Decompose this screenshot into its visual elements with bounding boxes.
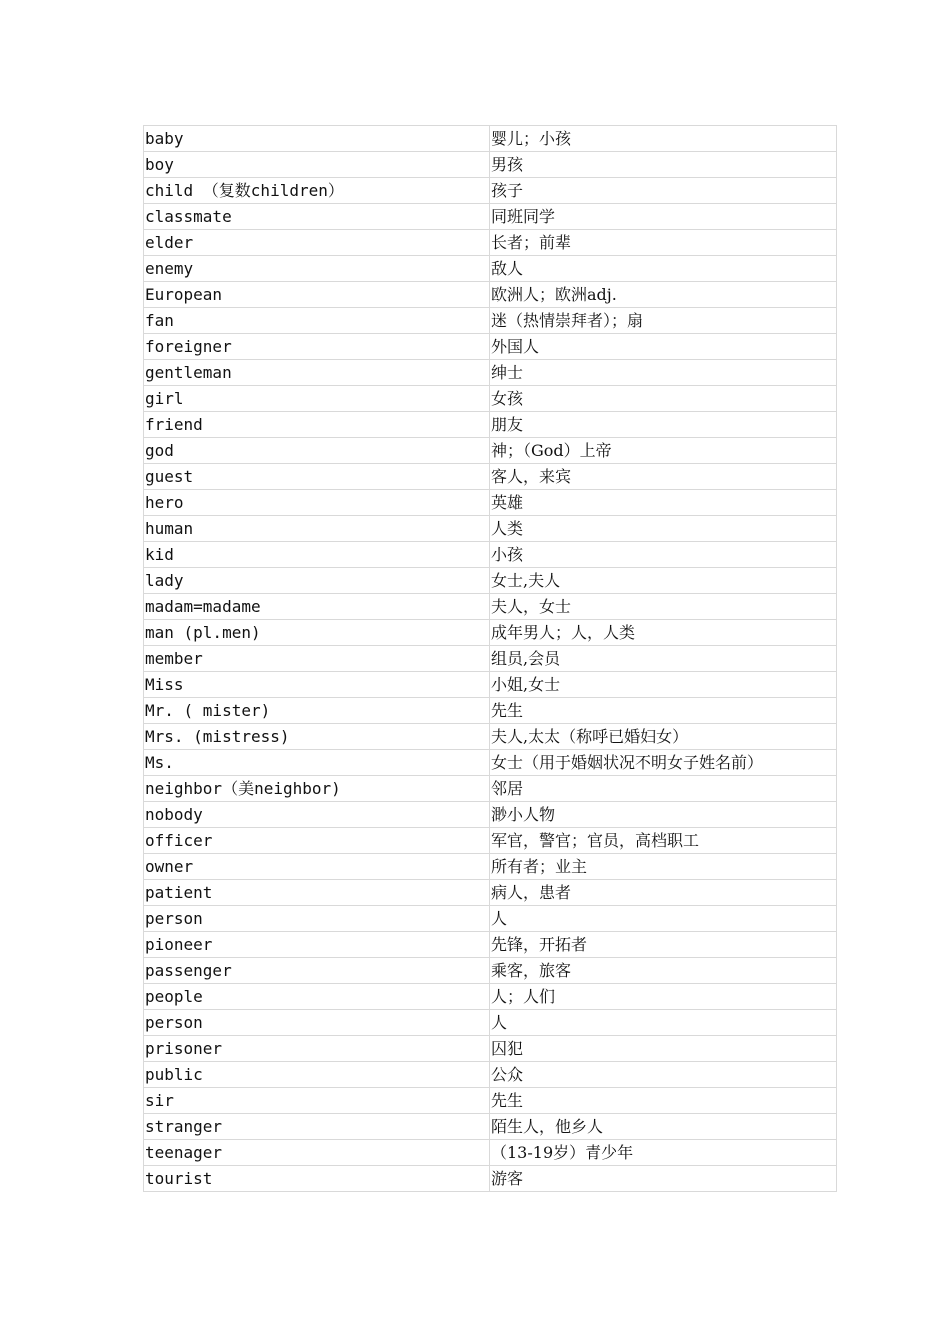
- table-row: [144, 828, 837, 854]
- table-row: [144, 1140, 837, 1166]
- chinese-meaning-cell: 英雄: [490, 490, 837, 516]
- chinese-meaning-cell: 客人，来宾: [490, 464, 837, 490]
- english-word-cell: Ms.: [144, 750, 490, 776]
- chinese-meaning-cell: 女士（用于婚姻状况不明女子姓名前）: [490, 750, 837, 776]
- chinese-meaning-cell: 陌生人，他乡人: [490, 1114, 837, 1140]
- english-word-cell: classmate: [144, 204, 490, 230]
- chinese-meaning-cell: 人类: [490, 516, 837, 542]
- english-word-cell: human: [144, 516, 490, 542]
- chinese-meaning-cell: 病人，患者: [490, 880, 837, 906]
- english-word-cell: Miss: [144, 672, 490, 698]
- english-word-cell: lady: [144, 568, 490, 594]
- chinese-meaning-cell: 绅士: [490, 360, 837, 386]
- english-word-cell: madam=madame: [144, 594, 490, 620]
- table-row: [144, 230, 837, 256]
- english-word-cell: person: [144, 1010, 490, 1036]
- table-row: [144, 256, 837, 282]
- english-word-cell: girl: [144, 386, 490, 412]
- table-row: [144, 854, 837, 880]
- chinese-meaning-cell: 囚犯: [490, 1036, 837, 1062]
- vocabulary-table-body: [144, 126, 837, 1192]
- english-word-cell: owner: [144, 854, 490, 880]
- english-word-cell: Mrs. (mistress): [144, 724, 490, 750]
- chinese-meaning-cell: 夫人,太太（称呼已婚妇女）: [490, 724, 837, 750]
- table-row: [144, 308, 837, 334]
- english-word-cell: enemy: [144, 256, 490, 282]
- chinese-meaning-cell: 女士,夫人: [490, 568, 837, 594]
- chinese-meaning-cell: 先锋，开拓者: [490, 932, 837, 958]
- chinese-meaning-cell: 游客: [490, 1166, 837, 1192]
- table-row: [144, 802, 837, 828]
- english-word-cell: Mr. ( mister): [144, 698, 490, 724]
- english-word-cell: friend: [144, 412, 490, 438]
- chinese-meaning-cell: 神；（God）上帝: [490, 438, 837, 464]
- table-row: [144, 178, 837, 204]
- table-row: [144, 464, 837, 490]
- table-row: [144, 698, 837, 724]
- chinese-meaning-cell: 夫人，女士: [490, 594, 837, 620]
- table-row: [144, 646, 837, 672]
- chinese-meaning-cell: 人: [490, 1010, 837, 1036]
- table-row: [144, 1166, 837, 1192]
- chinese-meaning-cell: 孩子: [490, 178, 837, 204]
- table-row: [144, 984, 837, 1010]
- chinese-meaning-cell: 迷（热情崇拜者）；扇: [490, 308, 837, 334]
- chinese-meaning-cell: 小孩: [490, 542, 837, 568]
- chinese-meaning-cell: 长者；前辈: [490, 230, 837, 256]
- english-word-cell: hero: [144, 490, 490, 516]
- english-word-cell: sir: [144, 1088, 490, 1114]
- table-row: [144, 204, 837, 230]
- table-row: [144, 1062, 837, 1088]
- table-row: [144, 568, 837, 594]
- table-row: [144, 750, 837, 776]
- chinese-meaning-cell: 公众: [490, 1062, 837, 1088]
- table-row: [144, 1088, 837, 1114]
- chinese-meaning-cell: （13-19岁）青少年: [490, 1140, 837, 1166]
- table-row: [144, 542, 837, 568]
- table-row: [144, 672, 837, 698]
- english-word-cell: baby: [144, 126, 490, 152]
- chinese-meaning-cell: 渺小人物: [490, 802, 837, 828]
- english-word-cell: man (pl.men): [144, 620, 490, 646]
- table-row: [144, 334, 837, 360]
- english-word-cell: tourist: [144, 1166, 490, 1192]
- table-row: [144, 958, 837, 984]
- chinese-meaning-cell: 男孩: [490, 152, 837, 178]
- english-word-cell: teenager: [144, 1140, 490, 1166]
- chinese-meaning-cell: 先生: [490, 1088, 837, 1114]
- chinese-meaning-cell: 人: [490, 906, 837, 932]
- english-word-cell: stranger: [144, 1114, 490, 1140]
- chinese-meaning-cell: 先生: [490, 698, 837, 724]
- english-word-cell: person: [144, 906, 490, 932]
- chinese-meaning-cell: 邻居: [490, 776, 837, 802]
- table-row: [144, 776, 837, 802]
- chinese-meaning-cell: 女孩: [490, 386, 837, 412]
- chinese-meaning-cell: 乘客，旅客: [490, 958, 837, 984]
- english-word-cell: god: [144, 438, 490, 464]
- table-row: [144, 282, 837, 308]
- chinese-meaning-cell: 外国人: [490, 334, 837, 360]
- english-word-cell: foreigner: [144, 334, 490, 360]
- english-word-cell: European: [144, 282, 490, 308]
- chinese-meaning-cell: 成年男人；人，人类: [490, 620, 837, 646]
- chinese-meaning-cell: 欧洲人；欧洲adj.: [490, 282, 837, 308]
- table-row: [144, 152, 837, 178]
- english-word-cell: kid: [144, 542, 490, 568]
- table-row: [144, 438, 837, 464]
- vocabulary-table: [143, 125, 837, 1192]
- chinese-meaning-cell: 人；人们: [490, 984, 837, 1010]
- table-row: [144, 724, 837, 750]
- table-row: [144, 594, 837, 620]
- table-row: [144, 1114, 837, 1140]
- english-word-cell: passenger: [144, 958, 490, 984]
- table-row: [144, 906, 837, 932]
- chinese-meaning-cell: 小姐,女士: [490, 672, 837, 698]
- table-row: [144, 1010, 837, 1036]
- english-word-cell: elder: [144, 230, 490, 256]
- english-word-cell: prisoner: [144, 1036, 490, 1062]
- table-row: [144, 412, 837, 438]
- table-row: [144, 880, 837, 906]
- table-row: [144, 932, 837, 958]
- table-row: [144, 490, 837, 516]
- english-word-cell: boy: [144, 152, 490, 178]
- english-word-cell: officer: [144, 828, 490, 854]
- english-word-cell: fan: [144, 308, 490, 334]
- chinese-meaning-cell: 所有者；业主: [490, 854, 837, 880]
- table-row: [144, 620, 837, 646]
- english-word-cell: pioneer: [144, 932, 490, 958]
- english-word-cell: gentleman: [144, 360, 490, 386]
- english-word-cell: public: [144, 1062, 490, 1088]
- english-word-cell: nobody: [144, 802, 490, 828]
- english-word-cell: people: [144, 984, 490, 1010]
- chinese-meaning-cell: 敌人: [490, 256, 837, 282]
- english-word-cell: neighbor（美neighbor): [144, 776, 490, 802]
- table-row: [144, 516, 837, 542]
- english-word-cell: patient: [144, 880, 490, 906]
- table-row: [144, 386, 837, 412]
- table-row: [144, 1036, 837, 1062]
- english-word-cell: guest: [144, 464, 490, 490]
- chinese-meaning-cell: 组员,会员: [490, 646, 837, 672]
- table-row: [144, 126, 837, 152]
- english-word-cell: child （复数children）: [144, 178, 490, 204]
- chinese-meaning-cell: 军官，警官；官员，高档职工: [490, 828, 837, 854]
- chinese-meaning-cell: 婴儿；小孩: [490, 126, 837, 152]
- english-word-cell: member: [144, 646, 490, 672]
- chinese-meaning-cell: 朋友: [490, 412, 837, 438]
- chinese-meaning-cell: 同班同学: [490, 204, 837, 230]
- table-row: [144, 360, 837, 386]
